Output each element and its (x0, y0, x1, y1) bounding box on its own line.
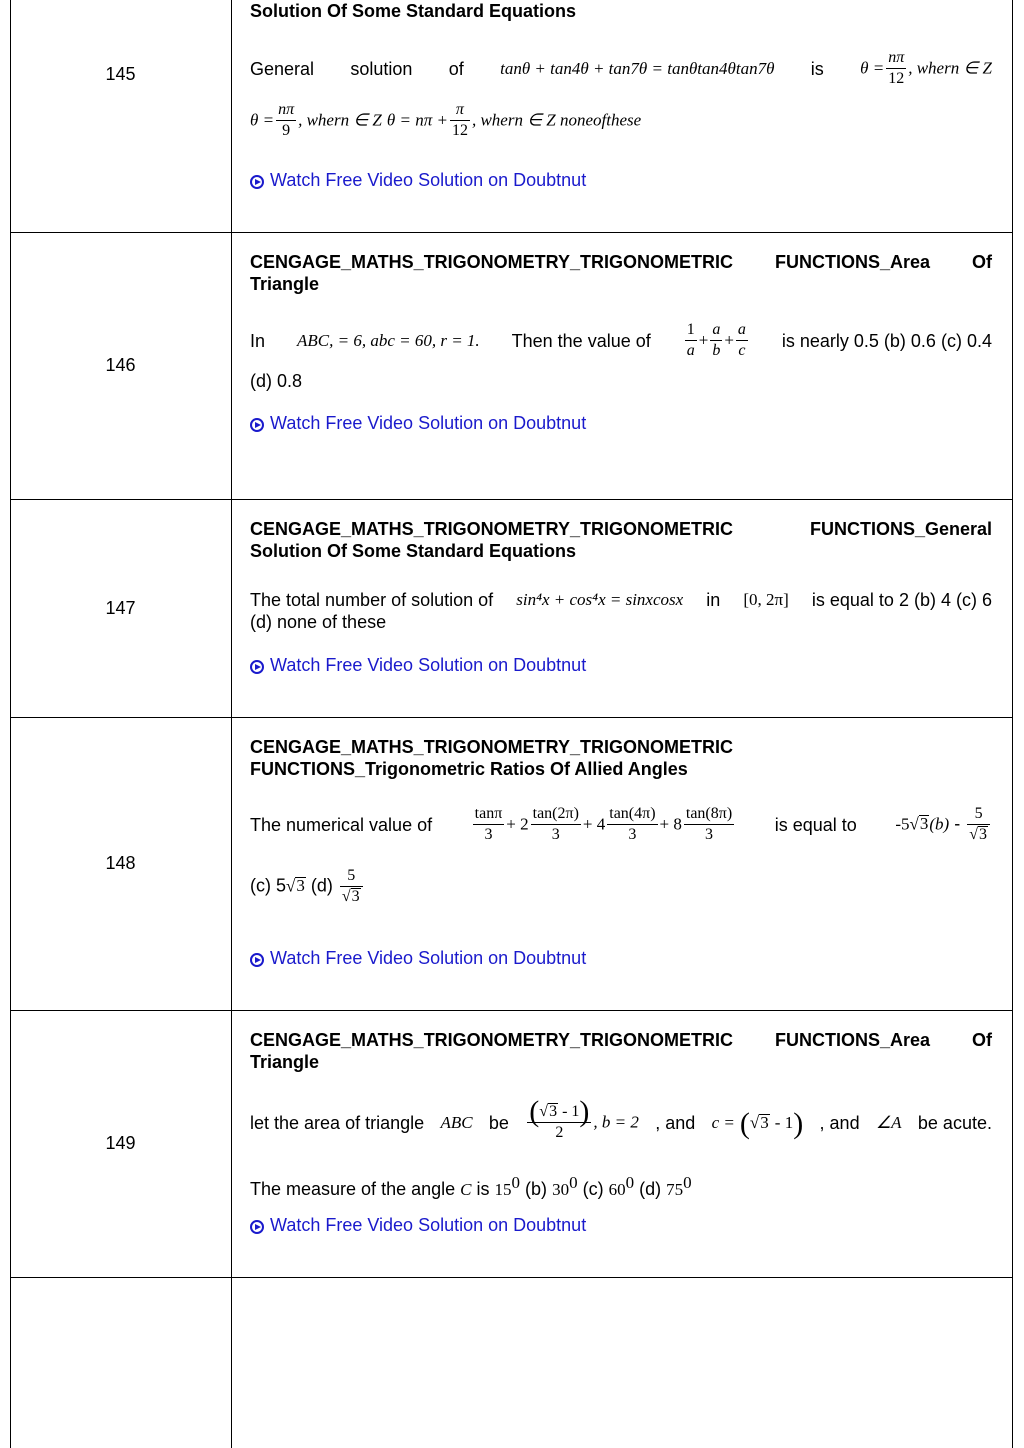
question-heading: CENGAGE_MATHS_TRIGONOMETRY_TRIGONOMETRIC FUNCTIONS_General Solution Of Some Standard Equations (250, 519, 992, 561)
question-text-line2: (d) 0.8 (250, 371, 303, 391)
watch-video-link[interactable]: Watch Free Video Solution on Doubtnut (250, 170, 586, 191)
question-text: General solution of tanθ + tan4θ + tan7θ = tanθtan4θtan7θ is θ = $\frac{n\pi}{12}$ , whern ∈ Z (250, 49, 992, 87)
watch-video-link[interactable]: Watch Free Video Solution on Doubtnut (250, 948, 586, 969)
row-divider (10, 717, 1013, 718)
question-options: The measure of the angle C is $15^0$ (b) $30^0$ (c) $60^0$ (d) $75^0$ (250, 1173, 692, 1199)
watch-video-link[interactable]: Watch Free Video Solution on Doubtnut (250, 655, 586, 676)
question-number: 147 (105, 598, 136, 618)
row-divider (10, 499, 1013, 500)
question-text: let the area of triangle ABC be $\frac{(√3 - 1)}{2}$ , b = 2 , and c = (√3 - 1) , and ∠A be acute. (250, 1095, 992, 1141)
question-text: The total number of solution of sin⁴x + cos⁴x = sinxcosx in [0, 2π] is equal to 2 (b) 4 (c) 6 (250, 590, 992, 610)
row-divider (10, 1277, 1013, 1278)
question-text: In ABC, = 6, abc = 60, r = 1. Then the value of $\frac{1}{a}$ + $\frac{a}{b}$ + $\frac{a}{c}$ is nearly 0.5 (b) 0.6 (c) 0.4 (250, 321, 992, 359)
watch-video-link[interactable]: Watch Free Video Solution on Doubtnut (250, 1215, 586, 1236)
row-divider (10, 1010, 1013, 1011)
question-number: 145 (105, 64, 136, 84)
question-number: 148 (105, 853, 136, 873)
question-heading: CENGAGE_MATHS_TRIGONOMETRY_TRIGONOMETRIC FUNCTIONS_Area Of Triangle (250, 1030, 992, 1072)
question-options: θ = $\frac{n\pi}{9}$ , whern ∈ Z θ = nπ + $\frac{\pi}{12}$ , whern ∈ Z nonеofthese (250, 101, 642, 139)
question-heading: CENGAGE_MATHS_TRIGONOMETRY_TRIGONOMETRIC FUNCTIONS_Trigonometric Ratios Of Allied Angles (250, 737, 734, 779)
question-text: The numerical value of $\frac{\tan\pi}{3}$ + 2 $\frac{\tan(2\pi)}{3}$ + 4 $\frac{\tan(4\pi)}{3}$ + 8 $\frac{\tan(8\pi)}{3}$ is equal to -5√3(b) - $\frac{5}{√3}$ (250, 804, 992, 845)
question-heading: Solution Of Some Standard Equations (250, 1, 577, 21)
question-heading: CENGAGE_MATHS_TRIGONOMETRY_TRIGONOMETRIC FUNCTIONS_Area Of Triangle (250, 252, 992, 294)
play-icon (250, 953, 264, 967)
play-icon (250, 1220, 264, 1234)
row-divider (10, 232, 1013, 233)
play-icon (250, 175, 264, 189)
play-icon (250, 418, 264, 432)
column-divider (231, 0, 232, 1448)
question-number: 146 (105, 355, 136, 375)
watch-video-link[interactable]: Watch Free Video Solution on Doubtnut (250, 413, 586, 434)
play-icon (250, 660, 264, 674)
question-options: (c) 5√3 (d) $\frac{5}{√3}$ (250, 866, 992, 907)
question-text-line2: (d) none of these (250, 612, 387, 632)
question-number: 149 (105, 1133, 136, 1153)
